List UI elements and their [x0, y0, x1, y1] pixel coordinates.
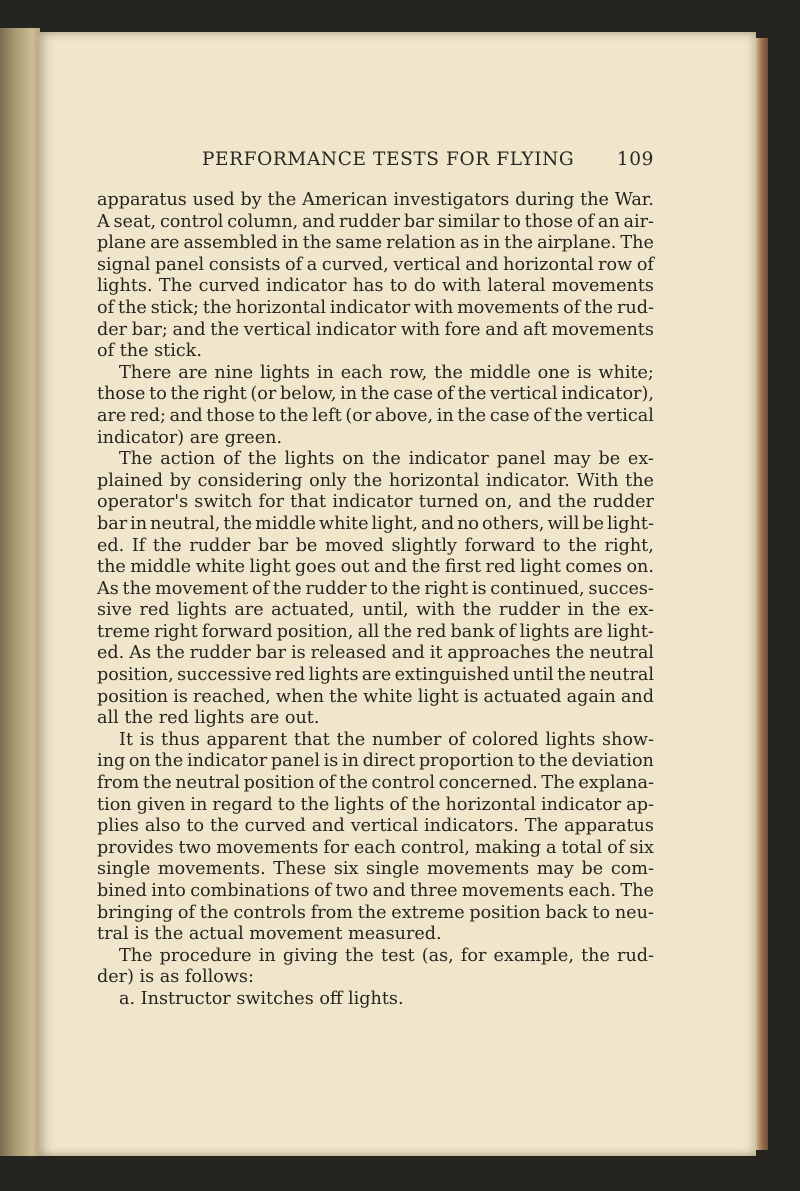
text-line: lights. The curved indicator has to do with lateral movements	[97, 276, 654, 297]
text-line: ed. If the rudder bar be moved slightly forward to the right,	[97, 535, 654, 556]
text-line: bar in neutral, the middle white light, and no others, will be light-	[97, 513, 654, 534]
text-line: plies also to the curved and vertical indicators. The apparatus	[97, 816, 654, 837]
text-line: of the stick.	[97, 341, 202, 362]
text-line: It is thus apparent that the number of colored lights show-	[119, 729, 654, 750]
text-line: of the stick; the horizontal indicator with movements of the rud-	[97, 297, 654, 318]
text-line: sive red lights are actuated, until, with the rudder in the ex-	[97, 600, 654, 621]
text-line: As the movement of the rudder to the right is continued, succes-	[97, 578, 654, 599]
running-head	[202, 149, 654, 175]
text-line: from the neutral position of the control concerned. The explana-	[97, 773, 654, 794]
body-text	[97, 190, 654, 1011]
text-line: indicator) are green.	[97, 427, 283, 448]
text-line: single movements. These six single movements may be com-	[97, 859, 654, 880]
text-line: are red; and those to the left (or above, in the case of the vertical	[97, 405, 654, 426]
text-line: A seat, control column, and rudder bar similar to those of an air-	[97, 211, 654, 232]
text-line: provides two movements for each control, making a total of six	[97, 837, 654, 858]
text-line: apparatus used by the American investigators during the War.	[97, 190, 654, 210]
text-line: bringing of the controls from the extreme position back to neu-	[97, 902, 654, 923]
text-line: operator's switch for that indicator turned on, and the rudder	[97, 492, 654, 513]
text-line: the middle white light goes out and the first red light comes on.	[97, 557, 654, 578]
text-line: tral is the actual movement measured.	[97, 924, 442, 945]
text-line: position, successive red lights are extinguished until the neutral	[97, 665, 654, 686]
left-page-edge	[0, 28, 40, 1156]
text-line: a. Instructor switches off lights.	[119, 988, 404, 1009]
text-line: tion given in regard to the lights of the horizontal indicator ap-	[97, 794, 654, 815]
text-line: treme right forward position, all the red bank of lights are light-	[97, 621, 654, 642]
text-line: The procedure in giving the test (as, for example, the rud-	[119, 945, 654, 966]
text-line: The action of the lights on the indicator panel may be ex-	[119, 449, 654, 470]
running-title: PERFORMANCE TESTS FOR FLYING	[202, 149, 575, 170]
text-line: There are nine lights in each row, the middle one is white;	[119, 362, 654, 383]
text-line: plained by considering only the horizontal indicator. With the	[97, 470, 654, 491]
text-line: those to the right (or below, in the case of the vertical indicator),	[97, 384, 654, 405]
text-line: plane are assembled in the same relation as in the airplane. The	[97, 233, 654, 254]
page-fore-edge	[756, 38, 768, 1150]
text-line: der) is as follows:	[97, 967, 254, 988]
text-line: signal panel consists of a curved, vertical and horizontal row of	[97, 254, 654, 275]
text-line: position is reached, when the white light is actuated again and	[97, 686, 654, 707]
text-line: der bar; and the vertical indicator with fore and aft movements	[97, 319, 654, 340]
text-line: bined into combinations of two and three movements each. The	[97, 881, 654, 901]
text-line: ing on the indicator panel is in direct proportion to the deviation	[97, 751, 654, 772]
page-number: 109	[616, 149, 654, 170]
text-line: ed. As the rudder bar is released and it approaches the neutral	[97, 643, 654, 664]
text-line: all the red lights are out.	[97, 708, 320, 729]
